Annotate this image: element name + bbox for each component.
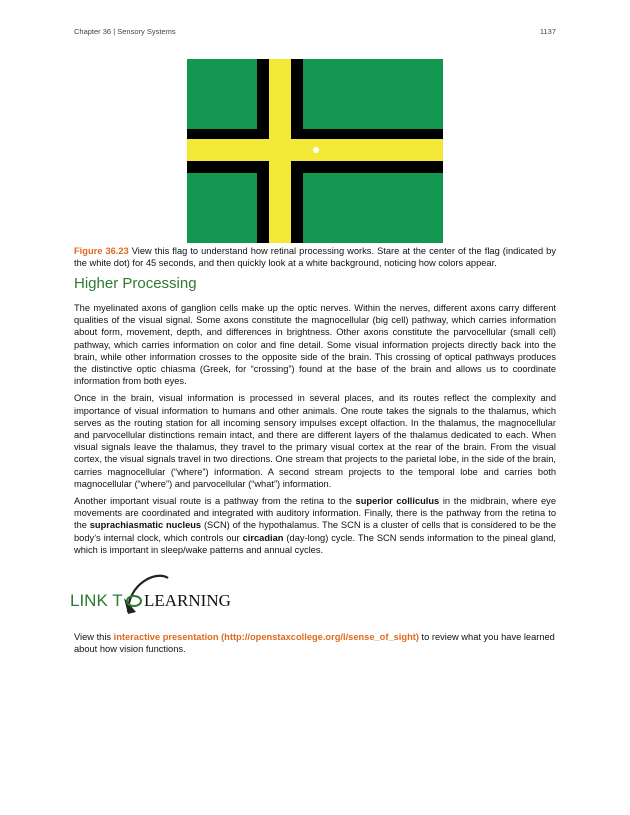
paragraph-2: Once in the brain, visual information is processed in several places, and its routes reflect the complexity and importance of visual information to humans and other animals. One route takes the signals to the thalamus, which serves as the routing station for all incoming sensory impulses except olfaction. In the thalamus, the magnocellular and parvocellular distinctions remain intact, and there are different layers of the thalamus dedicated to each. When visual signals leave the thalamus, they travel to the primary visual cortex at the rear of the brain. From the visual cortex, the visual signals travel in two directions. One stream that projects to the parietal lobe, in the side of the brain, carries magnocellular (“where”) information. A second stream projects to the temporal lobe and carries both magnocellular (“where”) and parvocellular (“what”) information. <box>74 393 556 489</box>
logo-text-learning: LEARNING <box>144 591 231 610</box>
ltl-prefix: View this <box>74 632 114 642</box>
interactive-presentation-link[interactable]: interactive presentation (http://openstaxcollege.org/l/sense_of_sight) <box>113 632 419 642</box>
flag-center-dot <box>313 147 319 153</box>
page-number: 1137 <box>539 27 556 36</box>
chapter-title: Chapter 36 | Sensory Systems <box>74 27 176 36</box>
paragraph-3-text-4: (day-long) cycle. The SCN sends information to the pineal gland, which is important in sleep/wake patterns and annual cycles. <box>74 532 556 555</box>
figure-caption <box>74 245 556 269</box>
paragraph-3 <box>74 495 556 556</box>
logo-text-link: LINK T <box>70 591 123 610</box>
figure-label: Figure 36.23 <box>74 246 129 256</box>
term-superior-colliculus: superior colliculus <box>355 496 440 507</box>
paragraph-3-text-3: (SCN) of the hypothalamus. The SCN is a cluster of cells that is considered to be the body’s internal clock, which controls our <box>74 520 556 543</box>
flag-figure <box>187 59 443 243</box>
link-to-learning-text <box>74 631 556 655</box>
paragraph-3-text-2: in the midbrain, where eye movements are coordinated and integrated with auditory information. Finally, there is the pathway from the retina to the <box>74 496 556 531</box>
running-head <box>74 27 556 36</box>
figure-caption-text: View this flag to understand how retinal processing works. Stare at the center of the flag (indicated by the white dot) for 45 seconds, and then quickly look at a white background, noticing how colors appear. <box>74 246 556 269</box>
section-body <box>74 302 556 561</box>
ltl-suffix: to review what you have learned about how vision functions. <box>74 632 555 655</box>
link-to-learning-logo <box>70 568 240 620</box>
paragraph-3-text-1: Another important visual route is a pathway from the retina to the <box>74 496 356 507</box>
term-circadian: circadian <box>242 532 284 543</box>
section-title: Higher Processing <box>74 275 197 292</box>
paragraph-1: The myelinated axons of ganglion cells make up the optic nerves. Within the nerves, different axons carry different qualities of the visual signal. Some axons constitute the magnocellular (big cell) pathway, which carries information about form, movement, depth, and differences in brightness. Other axons constitute the parvocellular (small cell) pathway, which carries information on color and fine detail. Some visual information projects directly back into the brain, while other information crosses to the opposite side of the brain. This crossing of optical pathways produces the distinctive optic chiasma (Greek, for “crossing”) found at the base of the brain and allows us to coordinate information from both eyes. <box>74 303 556 387</box>
term-suprachiasmatic-nucleus: suprachiasmatic nucleus <box>89 520 202 531</box>
